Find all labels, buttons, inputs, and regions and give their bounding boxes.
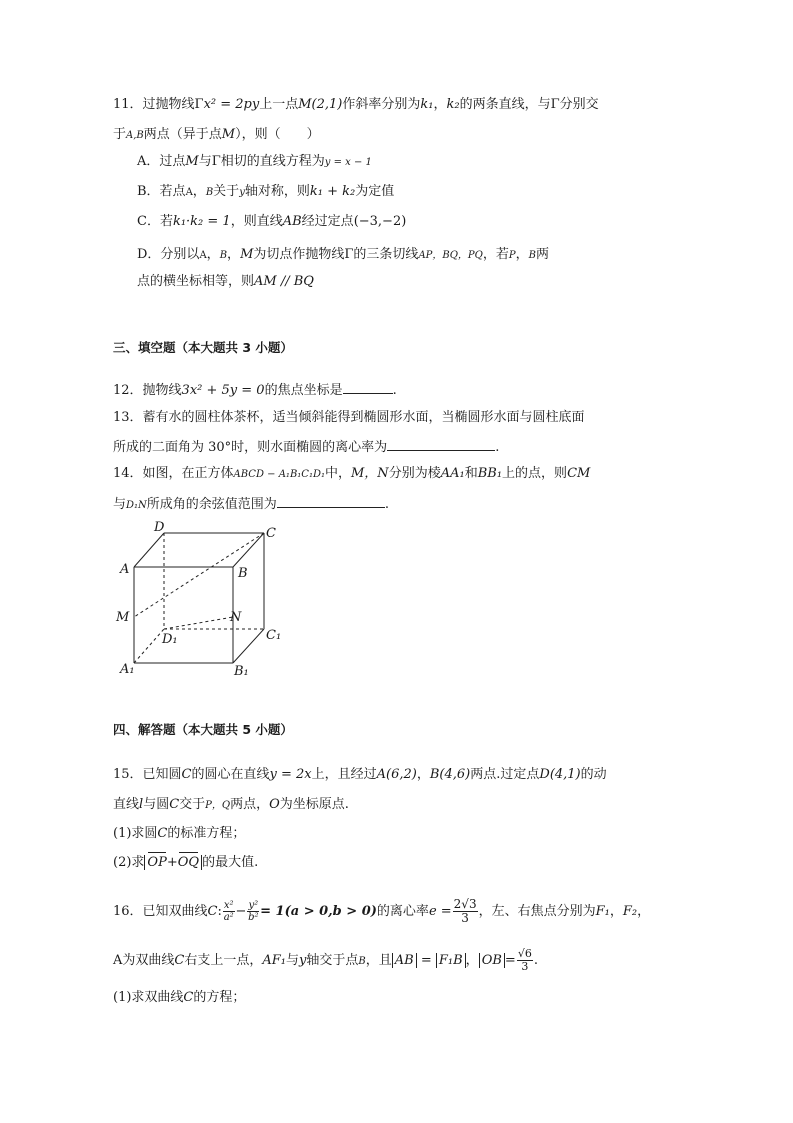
text: (1)求双曲线 [113, 990, 184, 1005]
math: M [221, 127, 236, 142]
math: CM [567, 466, 591, 481]
label-a1: A₁ [120, 662, 135, 677]
math: BB₁ [477, 466, 503, 481]
math: A,B [126, 130, 144, 141]
label-c: C [266, 526, 276, 541]
answer-blank[interactable] [277, 493, 385, 508]
text: 与 [285, 953, 299, 968]
numerator: x² [223, 900, 234, 911]
label-n: N [230, 610, 242, 625]
math: AA₁ [440, 466, 465, 481]
math: e = [428, 904, 452, 919]
text: 分别交 [559, 97, 599, 112]
q11-option-d-cont [137, 272, 314, 292]
text: 两 [536, 247, 550, 262]
q13-line1: 13．蓄有水的圆柱体茶杯，适当倾斜能得到椭圆形水面，当椭圆形水面与圆柱底面 [113, 410, 585, 425]
text: 与 [113, 497, 127, 512]
math: x² = 2py [203, 97, 260, 112]
denominator: b² [248, 912, 259, 923]
text: ，若 [482, 247, 509, 262]
text: 所成角的余弦值范围为 [146, 497, 277, 512]
text: 交于 [179, 797, 206, 812]
math: AP，BQ，PQ [418, 250, 483, 261]
math: = 1(a > 0,b > 0) [260, 904, 377, 919]
text: 经过定点 [301, 214, 354, 229]
math: (−3,−2) [353, 214, 407, 229]
label-b: B [238, 566, 248, 581]
text: 两点， [230, 797, 270, 812]
math: 3x² + 5y = 0 [181, 383, 265, 398]
text: C．若 [137, 214, 173, 229]
text: (2)求 [113, 855, 145, 870]
text: Γ [550, 97, 560, 112]
q13-line2 [113, 436, 499, 456]
text: 关于 [213, 184, 240, 199]
text: 16．已知双曲线 [113, 904, 208, 919]
text: 为坐标原点. [279, 797, 349, 812]
text: 轴交于点 [306, 953, 359, 968]
text: 作斜率分别为 [342, 97, 421, 112]
text: 所成的二面角为 30°时，则水面椭圆的离心率为 [113, 440, 388, 455]
edge-da [134, 533, 164, 567]
text: Γ [344, 247, 354, 262]
q15-part2 [113, 853, 258, 873]
math: P，Q [205, 800, 231, 811]
text: 的方程； [193, 990, 246, 1005]
math: C [183, 990, 194, 1005]
edge-b1c1 [233, 629, 264, 663]
label-d1: D₁ [162, 632, 178, 647]
text: 与圆 [143, 797, 170, 812]
text: 和 [464, 466, 478, 481]
text: 两点（异于点 [143, 127, 222, 142]
text: 的焦点坐标是 [264, 383, 343, 398]
math: k₁ + k₂ [309, 184, 356, 199]
text: 的离心率 [376, 904, 429, 919]
text: A．过点 [137, 154, 186, 169]
text: ），则（ ） [235, 127, 320, 142]
math: C [207, 904, 218, 919]
text: 11．过抛物线 [113, 97, 195, 112]
math: C [169, 797, 180, 812]
math: B(4,6) [429, 767, 471, 782]
text: 上，且经过 [311, 767, 377, 782]
text: . [533, 953, 538, 968]
math: y = x − 1 [324, 157, 372, 168]
math: F₁ [595, 904, 610, 919]
q11-line1: 11．过抛物线Γx² = 2py上一点M(2,1)作斜率分别为k₁，k₂的两条直线，与Γ分别交 [113, 97, 599, 112]
q11-option-d: D．分别以A，B，M为切点作抛物线Γ的三条切线AP，BQ，PQ，若P，B两 [137, 247, 550, 262]
label-c1: C₁ [266, 628, 282, 643]
text: A为双曲线 [113, 953, 175, 968]
math: AF₁ [262, 953, 286, 968]
text: 相切的直线方程为 [220, 154, 325, 169]
text: 的圆心在直线 [191, 767, 270, 782]
text: 中， [324, 466, 351, 481]
section-3-heading: 三、填空题（本大题共 3 小题） [113, 340, 293, 355]
math: y = 2x [269, 767, 312, 782]
text: ，且 [365, 953, 392, 968]
text: ，则直线 [230, 214, 283, 229]
text: 的两条直线，与 [459, 97, 551, 112]
math: OQ [178, 853, 199, 873]
q11-option-c [137, 212, 406, 232]
math: OB [479, 953, 505, 968]
math: l [139, 797, 144, 812]
math: D(4,1) [539, 767, 581, 782]
text: 上一点 [259, 97, 299, 112]
text: 的三条切线 [353, 247, 419, 262]
label-m: M [116, 610, 130, 625]
numerator: 2√3 [453, 897, 477, 911]
text: D．分别以 [137, 247, 200, 262]
q16-line1 [113, 898, 650, 924]
q14-line2 [113, 493, 389, 513]
answer-blank[interactable] [343, 379, 393, 394]
q16-part1 [113, 988, 245, 1008]
q15-line1 [113, 765, 607, 785]
text: Γ [211, 154, 221, 169]
segment-d1n [164, 617, 233, 629]
q11-option-a [137, 152, 372, 172]
math: k₁ [420, 97, 434, 112]
text: . [495, 440, 500, 455]
math: k₁·k₂ = 1 [172, 214, 231, 229]
text: (1)求圆 [113, 826, 158, 841]
math: k₂ [446, 97, 460, 112]
math: C [174, 953, 185, 968]
text: 点的横坐标相等，则 [137, 274, 255, 289]
text: 分别为棱 [388, 466, 441, 481]
q12 [113, 379, 397, 399]
text: . [392, 383, 397, 398]
text: ， [637, 904, 651, 919]
math: B [358, 956, 366, 967]
denominator: a² [223, 912, 234, 923]
fraction-y2-b2 [247, 900, 259, 923]
fraction-eccentricity [453, 898, 478, 925]
math: − [235, 904, 247, 919]
math: AB [392, 953, 417, 968]
text: 右支上一点， [184, 953, 263, 968]
numerator: √6 [517, 947, 532, 960]
text: Γ [194, 97, 204, 112]
denominator: 3 [521, 960, 529, 973]
math: M(2,1) [298, 97, 343, 112]
text: 轴对称，则 [244, 184, 310, 199]
text: ， [465, 953, 479, 968]
text: 的动 [580, 767, 607, 782]
fraction-x2-a2 [223, 900, 235, 923]
text: ， [609, 904, 623, 919]
text: ，左、右焦点分别为 [478, 904, 596, 919]
text: 14．如图，在正方体 [113, 466, 234, 481]
math: M，N [351, 466, 389, 481]
text: 上的点，则 [502, 466, 568, 481]
math: M [185, 154, 199, 169]
q16-line2 [113, 948, 538, 974]
math: AB [282, 214, 302, 229]
text: 于 [113, 127, 127, 142]
math: + [166, 855, 178, 870]
q14-line1 [113, 464, 590, 484]
math: y [299, 953, 307, 968]
math: C [181, 767, 192, 782]
q11-option-b: B．若点A，B关于y轴对称，则k₁ + k₂为定值 [137, 184, 395, 199]
answer-blank[interactable] [387, 436, 495, 451]
math: ABCD − A₁B₁C₁D₁ [233, 469, 325, 480]
text: . [384, 497, 389, 512]
math: = [416, 953, 436, 968]
text: 为定值 [355, 184, 395, 199]
q15-line2 [113, 795, 349, 815]
text: 15．已知圆 [113, 767, 182, 782]
math: OP [147, 853, 166, 873]
math: F₂ [622, 904, 638, 919]
text: 12．抛物线 [113, 383, 182, 398]
math: C [157, 826, 168, 841]
text: 两点.过定点 [470, 767, 540, 782]
text: 为切点作抛物线 [253, 247, 345, 262]
math: O [269, 797, 280, 812]
text: 的最大值. [202, 855, 259, 870]
edge-a1d1 [134, 629, 164, 663]
text: B．若点 [137, 184, 186, 199]
text: 的标准方程； [167, 826, 246, 841]
fraction-ob [517, 948, 533, 973]
math: D₁N [126, 500, 147, 511]
math: AM // BQ [254, 274, 314, 289]
section-4-heading: 四、解答题（本大题共 5 小题） [113, 722, 293, 737]
text: 直线 [113, 797, 140, 812]
vector-sum-magnitude [144, 855, 202, 870]
text: 与 [198, 154, 212, 169]
cube-figure [108, 515, 298, 685]
math: = [504, 953, 516, 968]
math: : [217, 904, 222, 919]
math: F₁B [436, 953, 466, 968]
q11-line2 [113, 125, 320, 145]
denominator: 3 [461, 911, 469, 925]
q15-part1 [113, 824, 245, 844]
numerator: y² [248, 900, 259, 911]
math: A(6,2) [376, 767, 417, 782]
label-a: A [120, 562, 130, 577]
text: ， [416, 767, 430, 782]
label-d: D [154, 520, 165, 535]
label-b1: B₁ [234, 664, 249, 679]
